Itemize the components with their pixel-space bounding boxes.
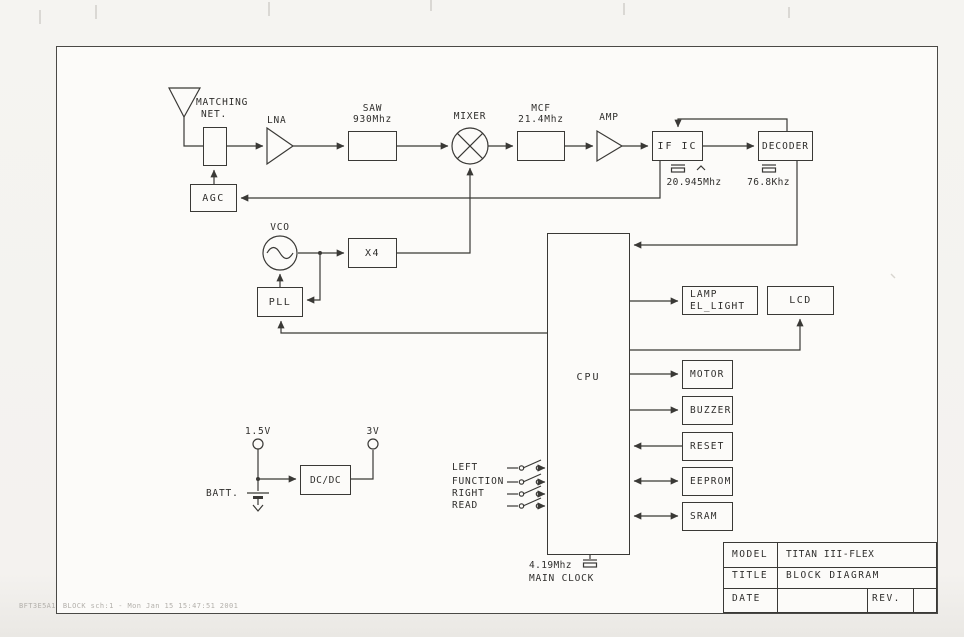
- saw-filter-box: [348, 131, 397, 161]
- x4-multiplier-box: [348, 238, 397, 268]
- if-ic-box: [652, 131, 703, 161]
- sram-box: [682, 502, 733, 531]
- cpu-wires: [630, 161, 800, 516]
- plot-stamp: [19, 602, 245, 610]
- sram-label: SRAM: [690, 511, 718, 522]
- mcf-label: MCF: [531, 103, 551, 114]
- dcdc-label: DC/DC: [309, 474, 342, 486]
- switch-icon-right: [507, 486, 545, 496]
- battery-label: BATT.: [206, 488, 239, 499]
- lcd-label: LCD: [789, 295, 812, 306]
- battery-icon: [247, 493, 269, 498]
- switch-icon-read: [507, 498, 545, 508]
- saw-freq-label: 930Mhz: [352, 114, 393, 125]
- title-block-divider: [867, 588, 868, 612]
- amp-icon: [597, 131, 622, 161]
- title-block-divider: [724, 567, 936, 568]
- main-clock-freq-label: 4.19Mhz: [529, 560, 572, 571]
- terminal-1v5-icon: [253, 439, 263, 449]
- vco-icon: [263, 236, 297, 270]
- lna-label: LNA: [267, 115, 287, 126]
- dcdc-output-voltage-label: 3V: [366, 426, 380, 437]
- wire-cpu-to-pll: [281, 321, 547, 333]
- wire-tap-to-pll: [307, 253, 320, 300]
- model-value: TITAN III-FLEX: [786, 549, 875, 560]
- switch-icon-function: [507, 474, 545, 484]
- title-block: [723, 542, 937, 613]
- lna-amp-icon: [267, 128, 293, 164]
- terminal-3v-icon: [368, 439, 378, 449]
- reset-label: RESET: [690, 441, 725, 452]
- amp-label: AMP: [599, 112, 619, 123]
- agc-box: [190, 184, 237, 212]
- title-value: BLOCK DIAGRAM: [786, 570, 880, 581]
- date-label: DATE: [732, 593, 761, 604]
- buzzer-label: BUZZER: [690, 405, 732, 416]
- lamp-label-line1: LAMP: [690, 288, 718, 300]
- reset-box: [682, 432, 733, 461]
- mcf-filter-box: [517, 131, 565, 161]
- if-crystal-freq-label: 20.945Mhz: [666, 177, 722, 188]
- wire-decoder-to-cpu: [634, 161, 797, 245]
- lamp-label-line2: EL_LIGHT: [690, 300, 746, 312]
- matching-net-label-line1: MATCHING: [196, 97, 249, 108]
- button-label-function: FUNCTION: [452, 476, 505, 487]
- lcd-box: [767, 286, 834, 315]
- vco-label: VCO: [270, 222, 290, 233]
- rev-label: REV.: [872, 593, 901, 604]
- x4-label: X4: [364, 247, 381, 259]
- title-block-divider: [913, 588, 914, 612]
- button-label-right: RIGHT: [452, 488, 485, 499]
- matching-net-label-line2: NET.: [201, 109, 228, 120]
- title-block-divider: [777, 543, 778, 612]
- battery-input-voltage-label: 1.5V: [244, 426, 272, 437]
- eeprom-label: EEPROM: [690, 476, 732, 487]
- cpu-box: [547, 233, 630, 555]
- model-label: MODEL: [732, 549, 769, 560]
- if-crystal-icon: [671, 165, 685, 172]
- wire-decoder-to-ific-feedback: [678, 119, 787, 131]
- plot-stamp-info: BLOCK sch:1 - Mon Jan 15 15:47:51 2001: [62, 602, 239, 610]
- lamp-box: [682, 286, 758, 315]
- wire-x4-to-mixer: [397, 168, 470, 253]
- decoder-crystal-freq-label: 76.8Khz: [747, 177, 790, 188]
- button-label-read: READ: [452, 500, 479, 511]
- decoder-box: [758, 131, 813, 161]
- motor-box: [682, 360, 733, 389]
- main-clock-name-label: MAIN CLOCK: [529, 573, 595, 584]
- wire-cpu-to-lcd: [630, 319, 800, 350]
- cpu-label: CPU: [576, 372, 601, 383]
- wire-ific-to-agc: [241, 161, 660, 198]
- agc-label: AGC: [202, 192, 225, 204]
- mixer-label: MIXER: [453, 111, 487, 122]
- eeprom-box: [682, 467, 733, 496]
- mixer-icon: [452, 128, 488, 164]
- plot-stamp-file: BFT3E5A1: [19, 602, 56, 610]
- if-ic-label: IF IC: [657, 140, 698, 152]
- synth-wires: [280, 168, 547, 333]
- decoder-label: DECODER: [761, 140, 810, 152]
- title-label: TITLE: [732, 570, 769, 581]
- mcf-freq-label: 21.4Mhz: [518, 114, 564, 125]
- ground-icon: [253, 499, 263, 511]
- motor-label: MOTOR: [690, 369, 725, 380]
- main-clock-crystal-icon: [583, 555, 597, 567]
- junction-dot: [318, 251, 322, 255]
- pll-label: PLL: [268, 296, 292, 308]
- buzzer-box: [682, 396, 733, 425]
- wire-dcdc-to-3v: [351, 450, 373, 479]
- saw-label: SAW: [362, 103, 383, 114]
- decoder-crystal-icon: [762, 165, 776, 172]
- pll-box: [257, 287, 303, 317]
- button-label-left: LEFT: [452, 462, 479, 473]
- title-block-divider: [724, 588, 936, 589]
- switch-icon-left: [507, 460, 545, 470]
- matching-net-box: [203, 127, 227, 166]
- dcdc-box: [300, 465, 351, 495]
